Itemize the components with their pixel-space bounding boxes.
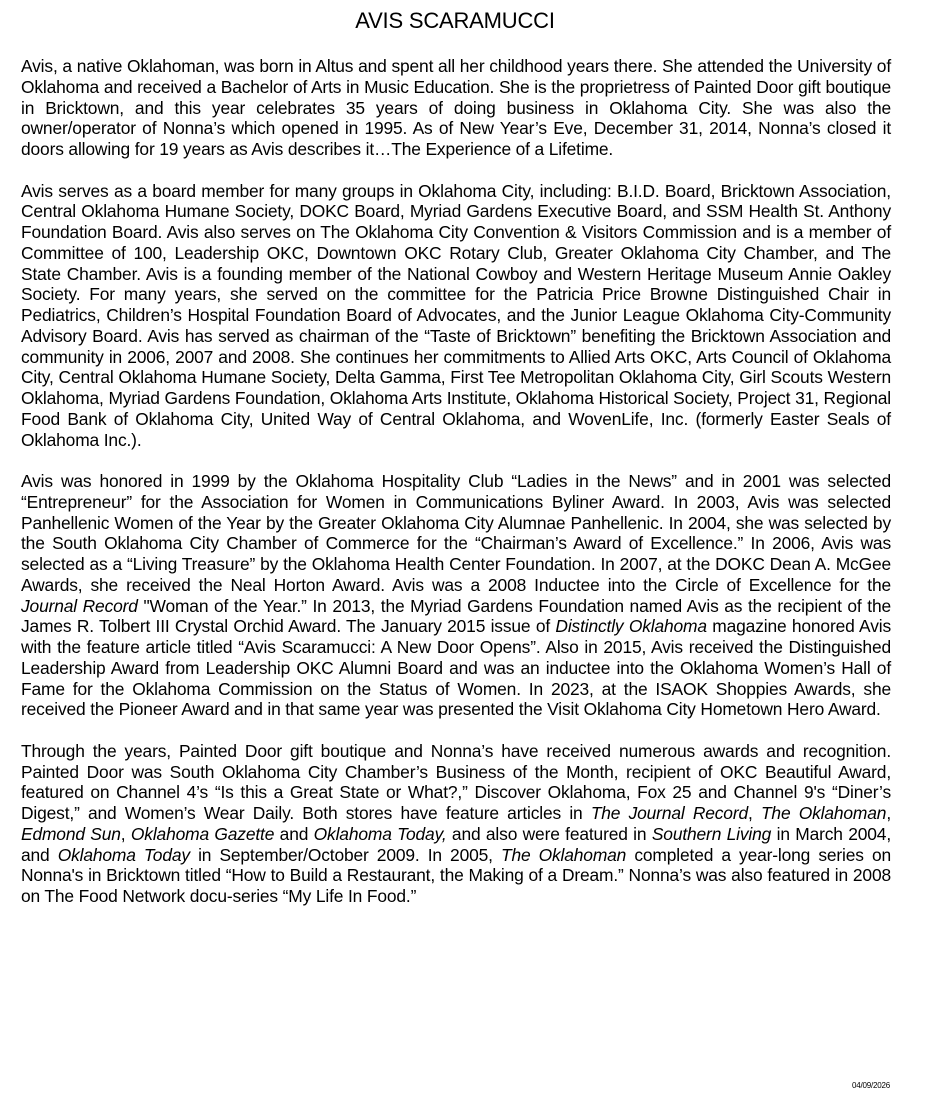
paragraph-business-recognition: [21, 741, 891, 907]
paragraph-text: ,: [120, 823, 131, 844]
paragraph-text: Avis was honored in 1999 by the Oklahoma Hospitality Club “Ladies in the News” and in 2001 was selected “Entrepreneur” for the Association for Women in Communications Byliner Award. In 2003, Avis was selected Panhellenic Women of the Year by the Greater Oklahoma City Alumnae Panhellenic. In 2004, she was selected by the South Oklahoma City Chamber of Commerce for the “Chairman’s Award of Excellence.” In 2006, Avis was selected as a “Living Treasure” by the Oklahoma Health Center Foundation. In 2007, at the DOKC Dean A. McGee Awards, she received the Neal Horton Award. Avis was a 2008 Inductee into the Circle of Excellence for the: [21, 471, 891, 595]
italic-title-text: Southern Living: [651, 823, 772, 844]
italic-title-text: Distinctly Oklahoma: [555, 616, 707, 637]
paragraph-text: in March 2004, and: [21, 823, 892, 865]
paragraph-text: in September/October 2009. In 2005,: [189, 844, 501, 865]
biography-body: [21, 56, 891, 907]
paragraph-text: Avis, a native Oklahoman, was born in Altus and spent all her childhood years there. She attended the University of Oklahoma and received a Bachelor of Arts in Music Education. She is the proprietress of Painted Door gift boutique in Bricktown, and this year celebrates 35 years of doing business in Oklahoma City. She was also the owner/operator of Nonna’s which opened in 1995. As of New Year’s Eve, December 31, 2014, Nonna’s closed it doors allowing for 19 years as Avis describes it…The Experience of a Lifetime.: [21, 56, 891, 159]
paragraph-text: "Woman of the Year.” In 2013, the Myriad Gardens Foundation named Avis as the recipient of the James R. Tolbert III Crystal Orchid Award. The January 2015 issue of: [21, 595, 891, 637]
italic-title-text: The Oklahoman: [500, 844, 627, 865]
paragraph-text: magazine honored Avis with the feature article titled “Avis Scaramucci: A New Door Opens”. Also in 2015, Avis received the Distinguished Leadership Award from Leadership OKC Alumni Board and was an inductee into the Oklahoma Women’s Hall of Fame for the Oklahoma Commission on the Status of Women. In 2023, at the ISAOK Shoppies Awards, she received the Pioneer Award and in that same year was presented the Visit Oklahoma City Hometown Hero Award.: [21, 616, 891, 720]
paragraph-early-life: [21, 56, 891, 160]
paragraph-text: and: [274, 823, 314, 844]
italic-title-text: The Journal Record: [590, 803, 748, 823]
italic-title-text: Oklahoma Today: [57, 844, 190, 865]
paragraph-board-memberships: [21, 181, 891, 451]
paragraph-text: ,: [886, 803, 891, 823]
italic-title-text: The Oklahoman: [760, 803, 887, 823]
paragraph-honors-awards: [21, 471, 891, 720]
footer-date: 04/09/2026: [851, 1081, 890, 1090]
paragraph-text: Through the years, Painted Door gift boutique and Nonna’s have received numerous awards and recognition. Painted Door was South Oklahoma City Chamber’s Business of the Month, recipient of OKC Beautiful Award, featured on Channel 4’s “Is this a Great State or What?,” Discover Oklahoma, Fox 25 and Channel 9's “Diner’s Digest,” and Women’s Wear Daily. Both stores have feature articles in: [21, 740, 891, 823]
paragraph-text: ,: [748, 803, 761, 823]
italic-title-text: Edmond Sun: [21, 823, 121, 844]
page-title: AVIS SCARAMUCCI: [355, 8, 555, 33]
italic-title-text: Oklahoma Gazette: [130, 823, 275, 844]
paragraph-text: completed a year-long series on Nonna's in Bricktown titled “How to Build a Restaurant, the Making of a Dream.” Nonna’s was also featured in 2008 on The Food Network docu-series “My Life In Food.”: [21, 844, 892, 906]
paragraph-text: Avis serves as a board member for many groups in Oklahoma City, including: B.I.D. Board, Bricktown Association, Central Oklahoma Humane Society, DOKC Board, Myriad Gardens Executive Board, and SSM Health St. Anthony Foundation Board. Avis also serves on The Oklahoma City Convention & Visitors Commission and is a member of Committee of 100, Leadership OKC, Downtown OKC Rotary Club, Greater Oklahoma City Chamber, and The State Chamber. Avis is a founding member of the National Cowboy and Western Heritage Museum Annie Oakley Society. For many years, she served on the committee for the Patricia Price Browne Distinguished Chair in Pediatrics, Children’s Hospital Foundation Board of Advocates, and the Junior League Oklahoma City-Community Advisory Board. Avis has served as chairman of the “Taste of Bricktown” benefiting the Bricktown Association and community in 2006, 2007 and 2008. She continues her commitments to Allied Arts OKC, Arts Council of Oklahoma City, Central Oklahoma Humane Society, Delta Gamma, First Tee Metropolitan Oklahoma City, Girl Scouts Western Oklahoma, Myriad Gardens Foundation, Oklahoma Arts Institute, Oklahoma Historical Society, Project 31, Regional Food Bank of Oklahoma City, United Way of Central Oklahoma, and WovenLife, Inc. (formerly Easter Seals of Oklahoma Inc.).: [21, 180, 891, 450]
italic-title-text: Journal Record: [21, 595, 138, 616]
italic-title-text: Oklahoma Today,: [313, 823, 447, 844]
paragraph-text: and also were featured in: [446, 823, 652, 844]
